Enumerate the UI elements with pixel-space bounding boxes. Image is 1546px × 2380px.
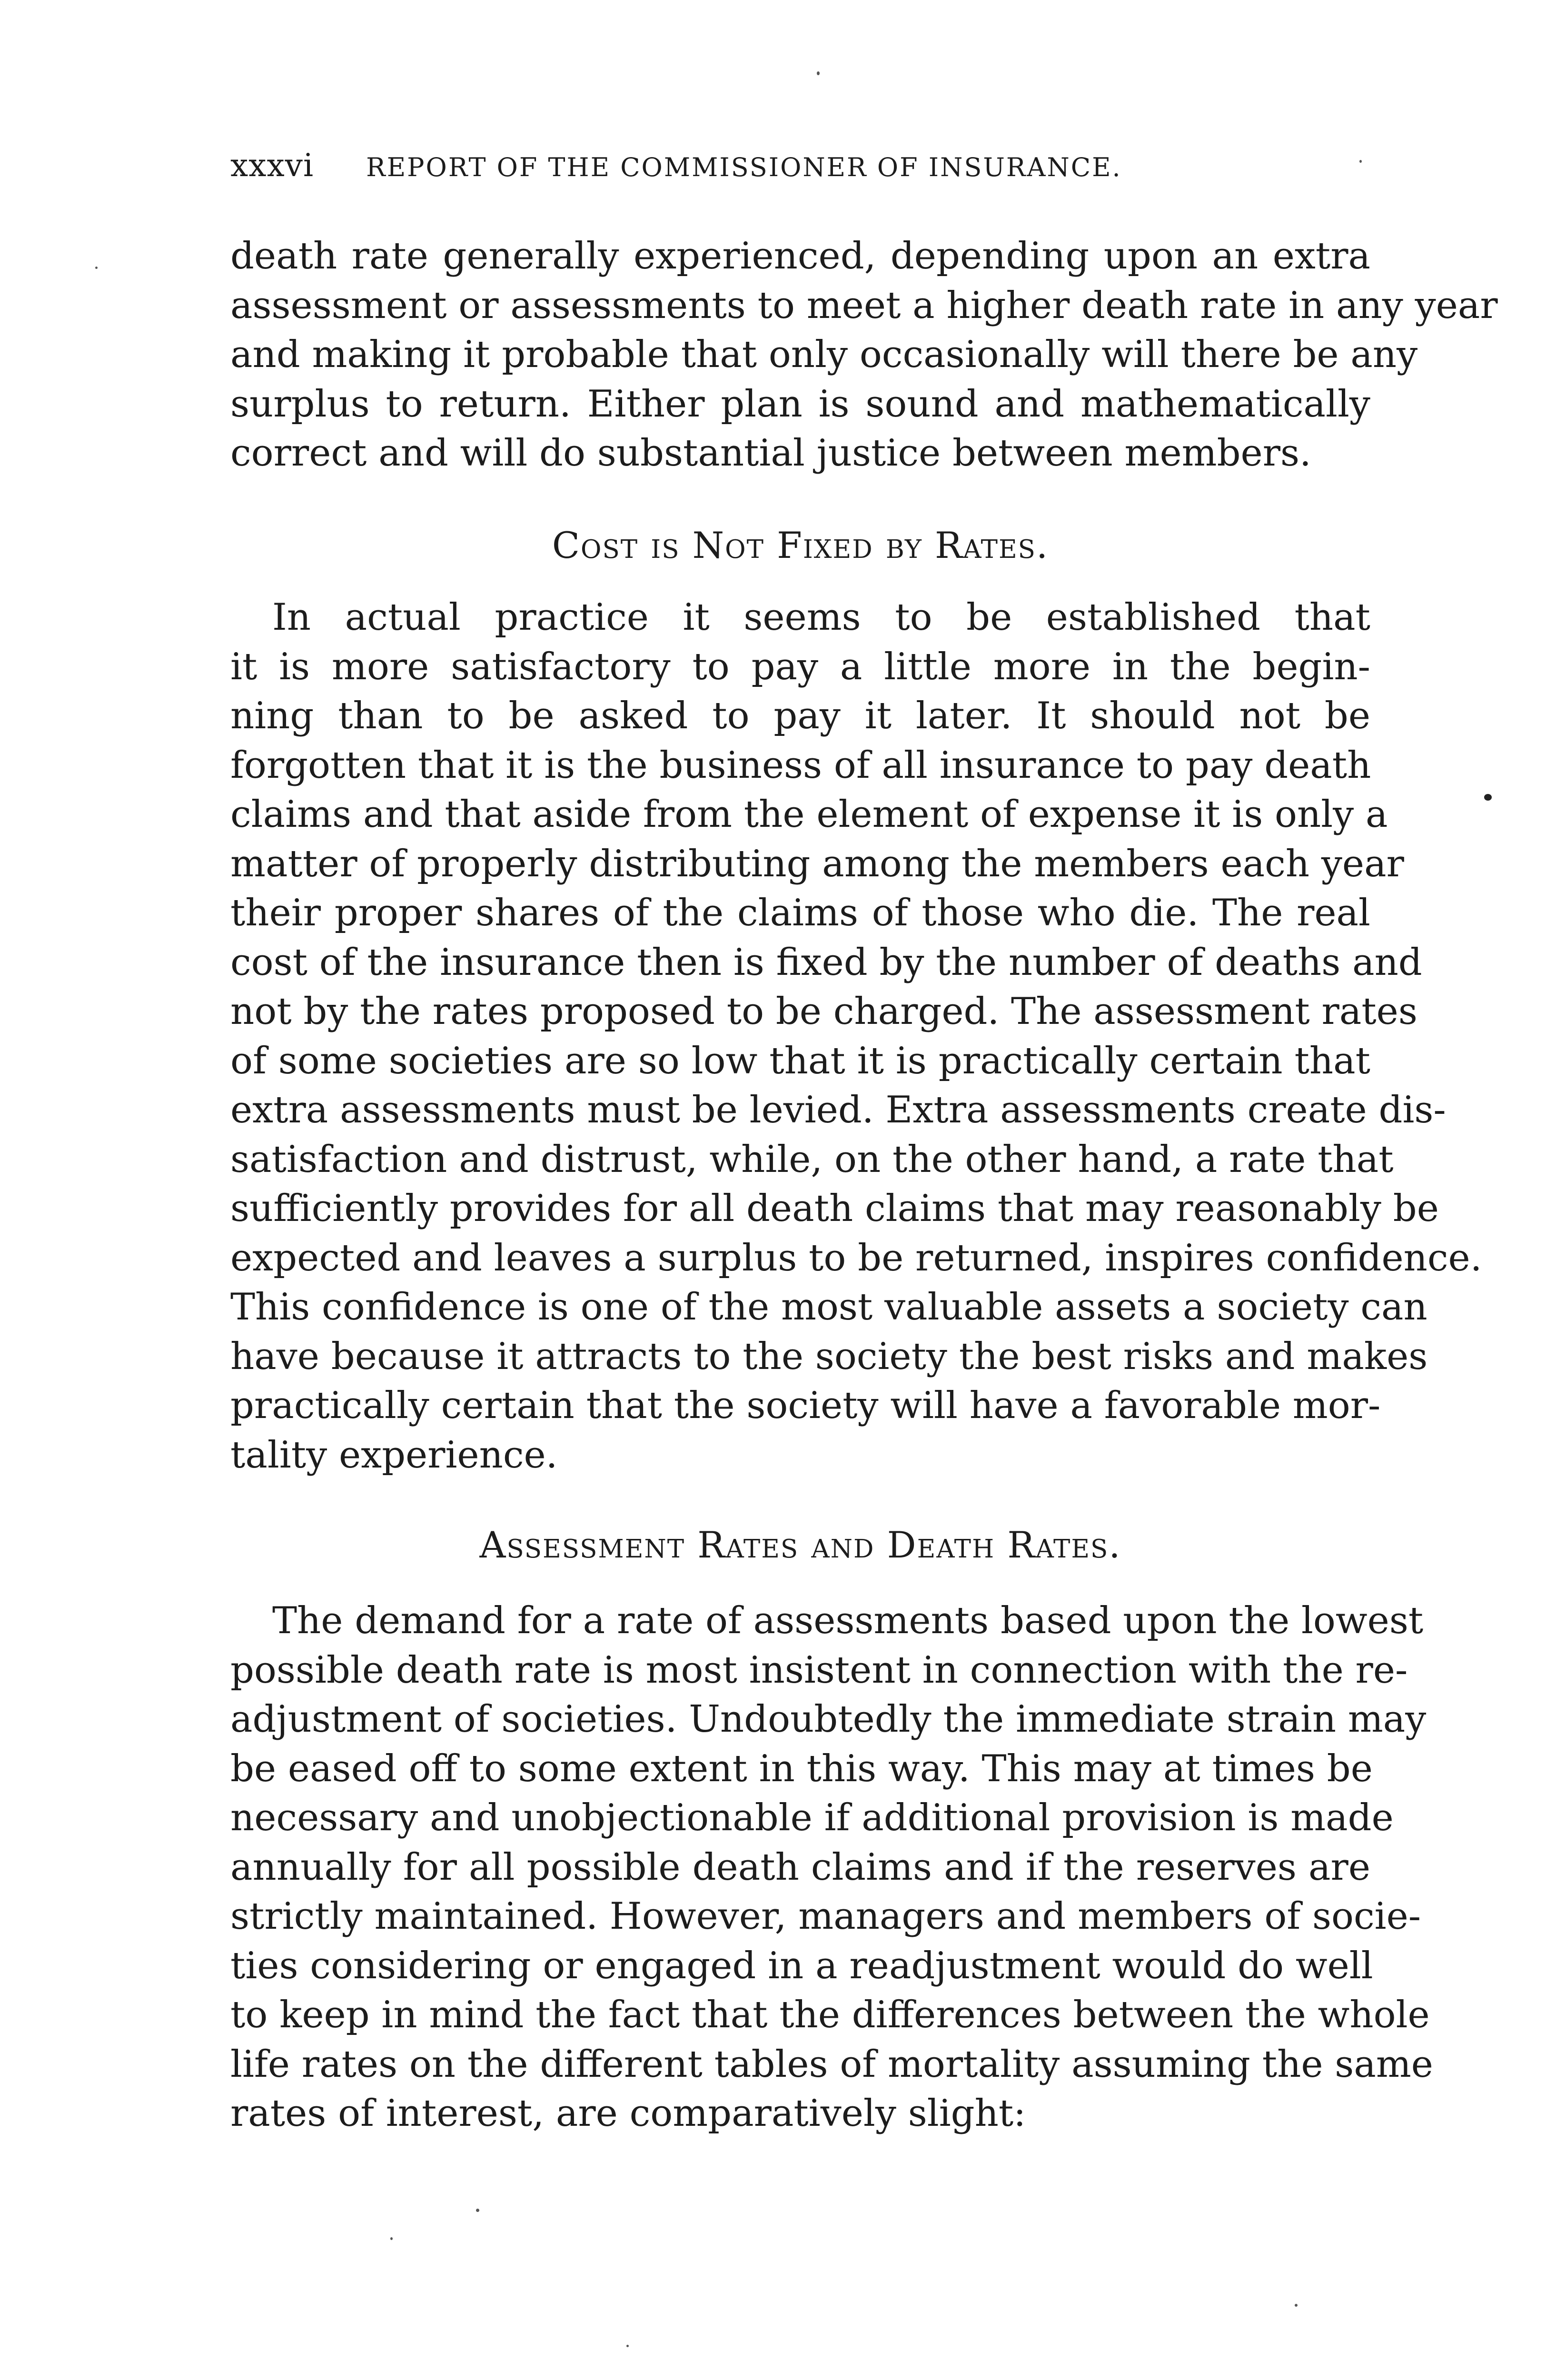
text-line: annually for all possible death claims and if the reserves are bbox=[230, 1845, 1370, 1889]
text-line: extra assessments must be levied. Extra assessments create dis- bbox=[230, 1089, 1446, 1131]
text-line: possible death rate is most insistent in connection with the re- bbox=[230, 1648, 1408, 1692]
text-line: life rates on the different tables of mortality assuming the same bbox=[230, 2043, 1433, 2086]
text-line: claims and that aside from the element of expense it is only a bbox=[230, 793, 1388, 836]
text-line: correct and will do substantial justice between members. bbox=[230, 432, 1311, 475]
section-heading-assessment: Assessment Rates and Death Rates. bbox=[479, 1524, 1121, 1566]
section-cost-paragraph bbox=[230, 593, 1482, 1480]
text-line: ning than to be asked to pay it later. It should not be bbox=[230, 694, 1370, 737]
text-line: rates of interest, are comparatively slight: bbox=[230, 2092, 1026, 2135]
text-line: The demand for a rate of assessments based upon the lowest bbox=[272, 1599, 1424, 1642]
text-line: tality experience. bbox=[230, 1433, 558, 1477]
text-line: be eased off to some extent in this way. This may at times be bbox=[230, 1747, 1373, 1790]
scan-speck bbox=[95, 267, 98, 269]
text-line: have because it attracts to the society the best risks and makes bbox=[230, 1335, 1428, 1378]
scan-speck bbox=[476, 2209, 479, 2212]
section-heading-cost: Cost is Not Fixed by Rates. bbox=[552, 524, 1049, 566]
text-line: assessment or assessments to meet a higher death rate in any year bbox=[230, 284, 1498, 327]
text-line: of some societies are so low that it is practically certain that bbox=[230, 1039, 1370, 1082]
text-line: sufficiently provides for all death claims that may reasonably be bbox=[230, 1187, 1439, 1230]
scan-speck bbox=[1295, 2304, 1298, 2307]
scan-speck bbox=[626, 2345, 629, 2347]
scan-speck bbox=[1359, 160, 1362, 163]
scan-speck bbox=[817, 71, 820, 75]
page-number: xxxvi bbox=[230, 147, 314, 184]
text-line: adjustment of societies. Undoubtedly the immediate strain may bbox=[230, 1698, 1427, 1741]
text-line: practically certain that the society will have a favorable mor- bbox=[230, 1384, 1381, 1427]
text-line: death rate generally experienced, depending upon an extra bbox=[230, 235, 1370, 278]
text-line: satisfaction and distrust, while, on the other hand, a rate that bbox=[230, 1138, 1394, 1181]
text-line: necessary and unobjectionable if additional provision is made bbox=[230, 1796, 1394, 1839]
running-head bbox=[230, 147, 1235, 185]
text-line: to keep in mind the fact that the differences between the whole bbox=[230, 1993, 1430, 2036]
text-line: surplus to return. Either plan is sound and mathematically bbox=[230, 382, 1370, 426]
text-line: strictly maintained. However, managers and members of socie- bbox=[230, 1895, 1421, 1938]
running-head-title: REPORT OF THE COMMISSIONER OF INSURANCE. bbox=[366, 152, 1122, 182]
text-line: their proper shares of the claims of those who die. The real bbox=[230, 892, 1370, 934]
section-assessment-paragraph bbox=[230, 1597, 1433, 2139]
scan-speck bbox=[1484, 794, 1492, 801]
text-line: ties considering or engaged in a readjustment would do well bbox=[230, 1944, 1373, 1987]
text-line: forgotten that it is the business of all insurance to pay death bbox=[230, 744, 1371, 787]
text-line: cost of the insurance then is fixed by the number of deaths and bbox=[230, 941, 1422, 984]
text-line: not by the rates proposed to be charged. The assessment rates bbox=[230, 990, 1417, 1033]
text-line: it is more satisfactory to pay a little more in the begin- bbox=[230, 645, 1370, 688]
text-line: In actual practice it seems to be established that bbox=[272, 596, 1370, 639]
text-line: matter of properly distributing among the members each year bbox=[230, 842, 1404, 885]
text-line: and making it probable that only occasionally will there be any bbox=[230, 333, 1418, 376]
text-line: This confidence is one of the most valuable assets a society can bbox=[230, 1286, 1427, 1329]
continued-paragraph bbox=[230, 232, 1498, 478]
text-line: expected and leaves a surplus to be returned, inspires confidence. bbox=[230, 1236, 1482, 1279]
scan-speck bbox=[390, 2237, 393, 2240]
